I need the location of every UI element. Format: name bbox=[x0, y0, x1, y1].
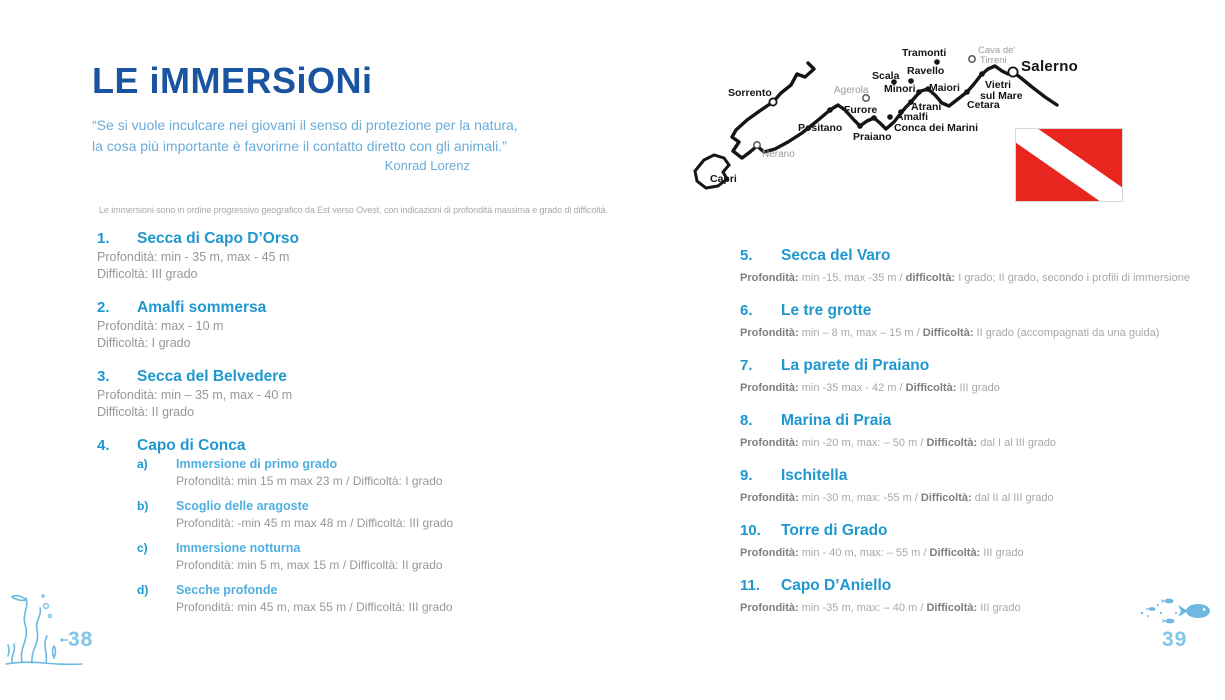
dive-subitem-b bbox=[97, 498, 477, 531]
dive-item-detail bbox=[740, 546, 1210, 560]
dive-item-title: Amalfi sommersa bbox=[137, 299, 267, 316]
dive-item-detail bbox=[740, 381, 1210, 395]
fish-decoration bbox=[1136, 596, 1216, 633]
difficulty-value: dal II al III grado bbox=[971, 492, 1054, 504]
difficulty-value: I grado; II grado, secondo i profili di immersione bbox=[955, 272, 1190, 284]
diver-down-flag bbox=[1015, 128, 1123, 202]
dive-item-depth: Profondità: max - 10 m bbox=[97, 319, 224, 333]
map-label-ravello: Ravello bbox=[907, 65, 945, 77]
marker-salerno bbox=[1008, 67, 1017, 76]
map-label-minori: Minori bbox=[884, 83, 916, 95]
map-label-sul-mare: sul Mare bbox=[980, 90, 1023, 102]
map-label-capri: Capri bbox=[710, 173, 737, 185]
marker-furore bbox=[871, 115, 877, 121]
dive-subitem-a bbox=[97, 456, 477, 489]
dive-item-depth: Profondità: min – 35 m, max - 40 m bbox=[97, 388, 293, 402]
map-label-positano: Positano bbox=[798, 122, 843, 134]
dive-item-difficulty: Difficoltà: III grado bbox=[97, 266, 198, 281]
depth-value: min -30 m, max: -55 m / bbox=[798, 492, 921, 504]
dive-item-title: Le tre grotte bbox=[781, 302, 872, 319]
dive-item-number: 5. bbox=[740, 247, 753, 264]
dive-item-6 bbox=[740, 301, 1210, 340]
difficulty-value: III grado bbox=[977, 602, 1021, 614]
page-title: LE iMMERSiONi bbox=[92, 60, 373, 101]
dive-item-number: 2. bbox=[97, 299, 110, 316]
dive-item-number: 11. bbox=[740, 577, 761, 594]
depth-label: Profondità: bbox=[740, 327, 799, 339]
dive-item-number: 3. bbox=[97, 368, 110, 385]
dive-item-title: Secca del Varo bbox=[781, 247, 891, 264]
dive-item-number: 6. bbox=[740, 302, 753, 319]
depth-value: min - 40 m, max: – 55 m / bbox=[798, 547, 930, 559]
difficulty-label: Difficoltà: bbox=[922, 327, 974, 339]
depth-label: Profondità: bbox=[740, 437, 799, 449]
map-label-salerno: Salerno bbox=[1021, 58, 1079, 75]
map-label-tirreni: Tirreni bbox=[980, 55, 1007, 66]
marker-positano bbox=[827, 107, 833, 113]
depth-value: min -35 max - 42 m / bbox=[798, 382, 906, 394]
dive-item-difficulty: Difficoltà: I grado bbox=[97, 335, 191, 350]
dive-item-depth: Profondità: min - 35 m, max - 45 m bbox=[97, 250, 290, 264]
dive-item-title: Capo di Conca bbox=[137, 437, 246, 454]
map-label-sorrento: Sorrento bbox=[728, 87, 772, 99]
map-label-tramonti: Tramonti bbox=[902, 47, 947, 59]
depth-label: Profondità: bbox=[740, 602, 799, 614]
dive-item-10 bbox=[740, 521, 1210, 560]
dive-item-number: 9. bbox=[740, 467, 753, 484]
dive-subitem-c bbox=[97, 540, 477, 573]
dive-item-detail bbox=[740, 491, 1210, 505]
dive-item-title: La parete di Praiano bbox=[781, 357, 930, 374]
marker-conca-dei-marini bbox=[887, 114, 893, 120]
intro-note: Le immersioni sono in ordine progressivo geografico da Est verso Ovest, con indicazioni di profondità massima e grado di difficoltà. bbox=[99, 205, 608, 215]
dive-item-number: 1. bbox=[97, 230, 110, 247]
depth-label: Profondità: bbox=[740, 272, 799, 284]
dive-item-number: 10. bbox=[740, 522, 761, 539]
dive-item-4 bbox=[97, 435, 477, 615]
map-label-scala: Scala bbox=[872, 70, 900, 82]
map-label-cava-de-: Cava de' bbox=[978, 45, 1016, 56]
subitem-title: Immersione notturna bbox=[176, 541, 301, 555]
map-label-furore: Furore bbox=[844, 104, 878, 116]
dive-item-7 bbox=[740, 356, 1210, 395]
difficulty-label: Difficoltà: bbox=[929, 547, 981, 559]
map-label-nerano: Nerano bbox=[762, 149, 795, 160]
difficulty-label: Difficoltà: bbox=[905, 382, 957, 394]
dive-item-title: Capo D’Aniello bbox=[781, 577, 892, 594]
depth-value: min -15, max -35 m / bbox=[798, 272, 906, 284]
dive-subitem-d bbox=[97, 582, 477, 615]
subitem-letter: d) bbox=[137, 583, 149, 597]
dive-item-title: Secca del Belvedere bbox=[137, 368, 287, 385]
map-label-conca-dei-marini: Conca dei Marini bbox=[894, 122, 979, 134]
map-label-maiori: Maiori bbox=[929, 82, 960, 94]
map-label-cetara: Cetara bbox=[967, 99, 1000, 111]
map-label-amalfi: Amalfi bbox=[896, 111, 929, 123]
dive-item-8 bbox=[740, 411, 1210, 450]
difficulty-label: difficoltà: bbox=[905, 272, 956, 284]
depth-label: Profondità: bbox=[740, 547, 799, 559]
marker-praiano bbox=[857, 123, 863, 129]
dive-item-title: Secca di Capo D’Orso bbox=[137, 230, 299, 247]
difficulty-value: dal I al III grado bbox=[977, 437, 1057, 449]
subitem-title: Scoglio delle aragoste bbox=[176, 499, 309, 513]
subitem-detail: Profondità: min 45 m, max 55 m / Difficoltà: III grado bbox=[176, 600, 453, 614]
dive-item-3 bbox=[97, 366, 477, 420]
dive-item-title: Torre di Grado bbox=[781, 522, 888, 539]
difficulty-label: Difficoltà: bbox=[920, 492, 972, 504]
subitem-title: Immersione di primo grado bbox=[176, 457, 338, 471]
subitem-detail: Profondità: min 15 m max 23 m / Difficoltà: I grado bbox=[176, 474, 443, 488]
difficulty-value: III grado bbox=[956, 382, 1000, 394]
depth-value: min – 8 m, max – 15 m / bbox=[798, 327, 923, 339]
marker-sorrento bbox=[769, 98, 776, 105]
subitem-title: Secche profonde bbox=[176, 583, 278, 597]
difficulty-label: Difficoltà: bbox=[926, 602, 978, 614]
map-label-praiano: Praiano bbox=[853, 131, 892, 143]
seaweed-decoration bbox=[2, 588, 87, 675]
depth-value: min -20 m, max: – 50 m / bbox=[798, 437, 927, 449]
depth-value: min -35 m, max: – 40 m / bbox=[798, 602, 927, 614]
marker-minori bbox=[916, 89, 922, 95]
marker-nerano bbox=[754, 142, 760, 148]
quote-line-1: “Se si vuole inculcare nei giovani il senso di protezione per la natura, bbox=[92, 117, 518, 133]
quote-line-2: la cosa più importante è favorirne il contatto diretto con gli animali.” bbox=[92, 138, 507, 154]
quote-author: Konrad Lorenz bbox=[384, 158, 470, 173]
dive-item-2 bbox=[97, 297, 477, 351]
difficulty-label: Difficoltà: bbox=[926, 437, 978, 449]
depth-label: Profondità: bbox=[740, 382, 799, 394]
dive-item-number: 4. bbox=[97, 437, 110, 454]
difficulty-value: III grado bbox=[980, 547, 1024, 559]
dive-item-1 bbox=[97, 228, 477, 282]
subitem-letter: a) bbox=[137, 457, 148, 471]
dive-item-detail bbox=[740, 436, 1210, 450]
subitem-detail: Profondità: min 5 m, max 15 m / Difficoltà: II grado bbox=[176, 558, 443, 572]
marker-vietri-sul-mare bbox=[979, 71, 985, 77]
map-label-atrani: Atrani bbox=[911, 101, 942, 113]
subitem-letter: b) bbox=[137, 499, 149, 513]
quote bbox=[92, 115, 602, 157]
dive-item-9 bbox=[740, 466, 1210, 505]
map-label-agerola: Agerola bbox=[834, 85, 869, 96]
marker-cetara bbox=[964, 89, 970, 95]
dive-item-detail bbox=[740, 271, 1210, 285]
dive-item-5 bbox=[740, 246, 1210, 285]
dive-item-detail bbox=[740, 326, 1210, 340]
dive-list-left bbox=[97, 228, 477, 630]
dive-item-number: 8. bbox=[740, 412, 753, 429]
map-label-vietri: Vietri bbox=[985, 79, 1012, 91]
subitem-detail: Profondità: -min 45 m max 48 m / Difficoltà: III grado bbox=[176, 516, 454, 530]
dive-item-title: Marina di Praia bbox=[781, 412, 892, 429]
subitem-letter: c) bbox=[137, 541, 148, 555]
page-number-left: 38 bbox=[68, 628, 94, 651]
dive-item-title: Ischitella bbox=[781, 467, 848, 484]
difficulty-value: II grado (accompagnati da una guida) bbox=[973, 327, 1160, 339]
marker-tramonti bbox=[934, 59, 940, 65]
depth-label: Profondità: bbox=[740, 492, 799, 504]
page-number-right: 39 bbox=[1162, 628, 1188, 651]
dive-list-right bbox=[740, 246, 1210, 631]
marker-cava-de-tirreni bbox=[969, 56, 975, 62]
dive-item-difficulty: Difficoltà: II grado bbox=[97, 404, 195, 419]
dive-item-number: 7. bbox=[740, 357, 753, 374]
